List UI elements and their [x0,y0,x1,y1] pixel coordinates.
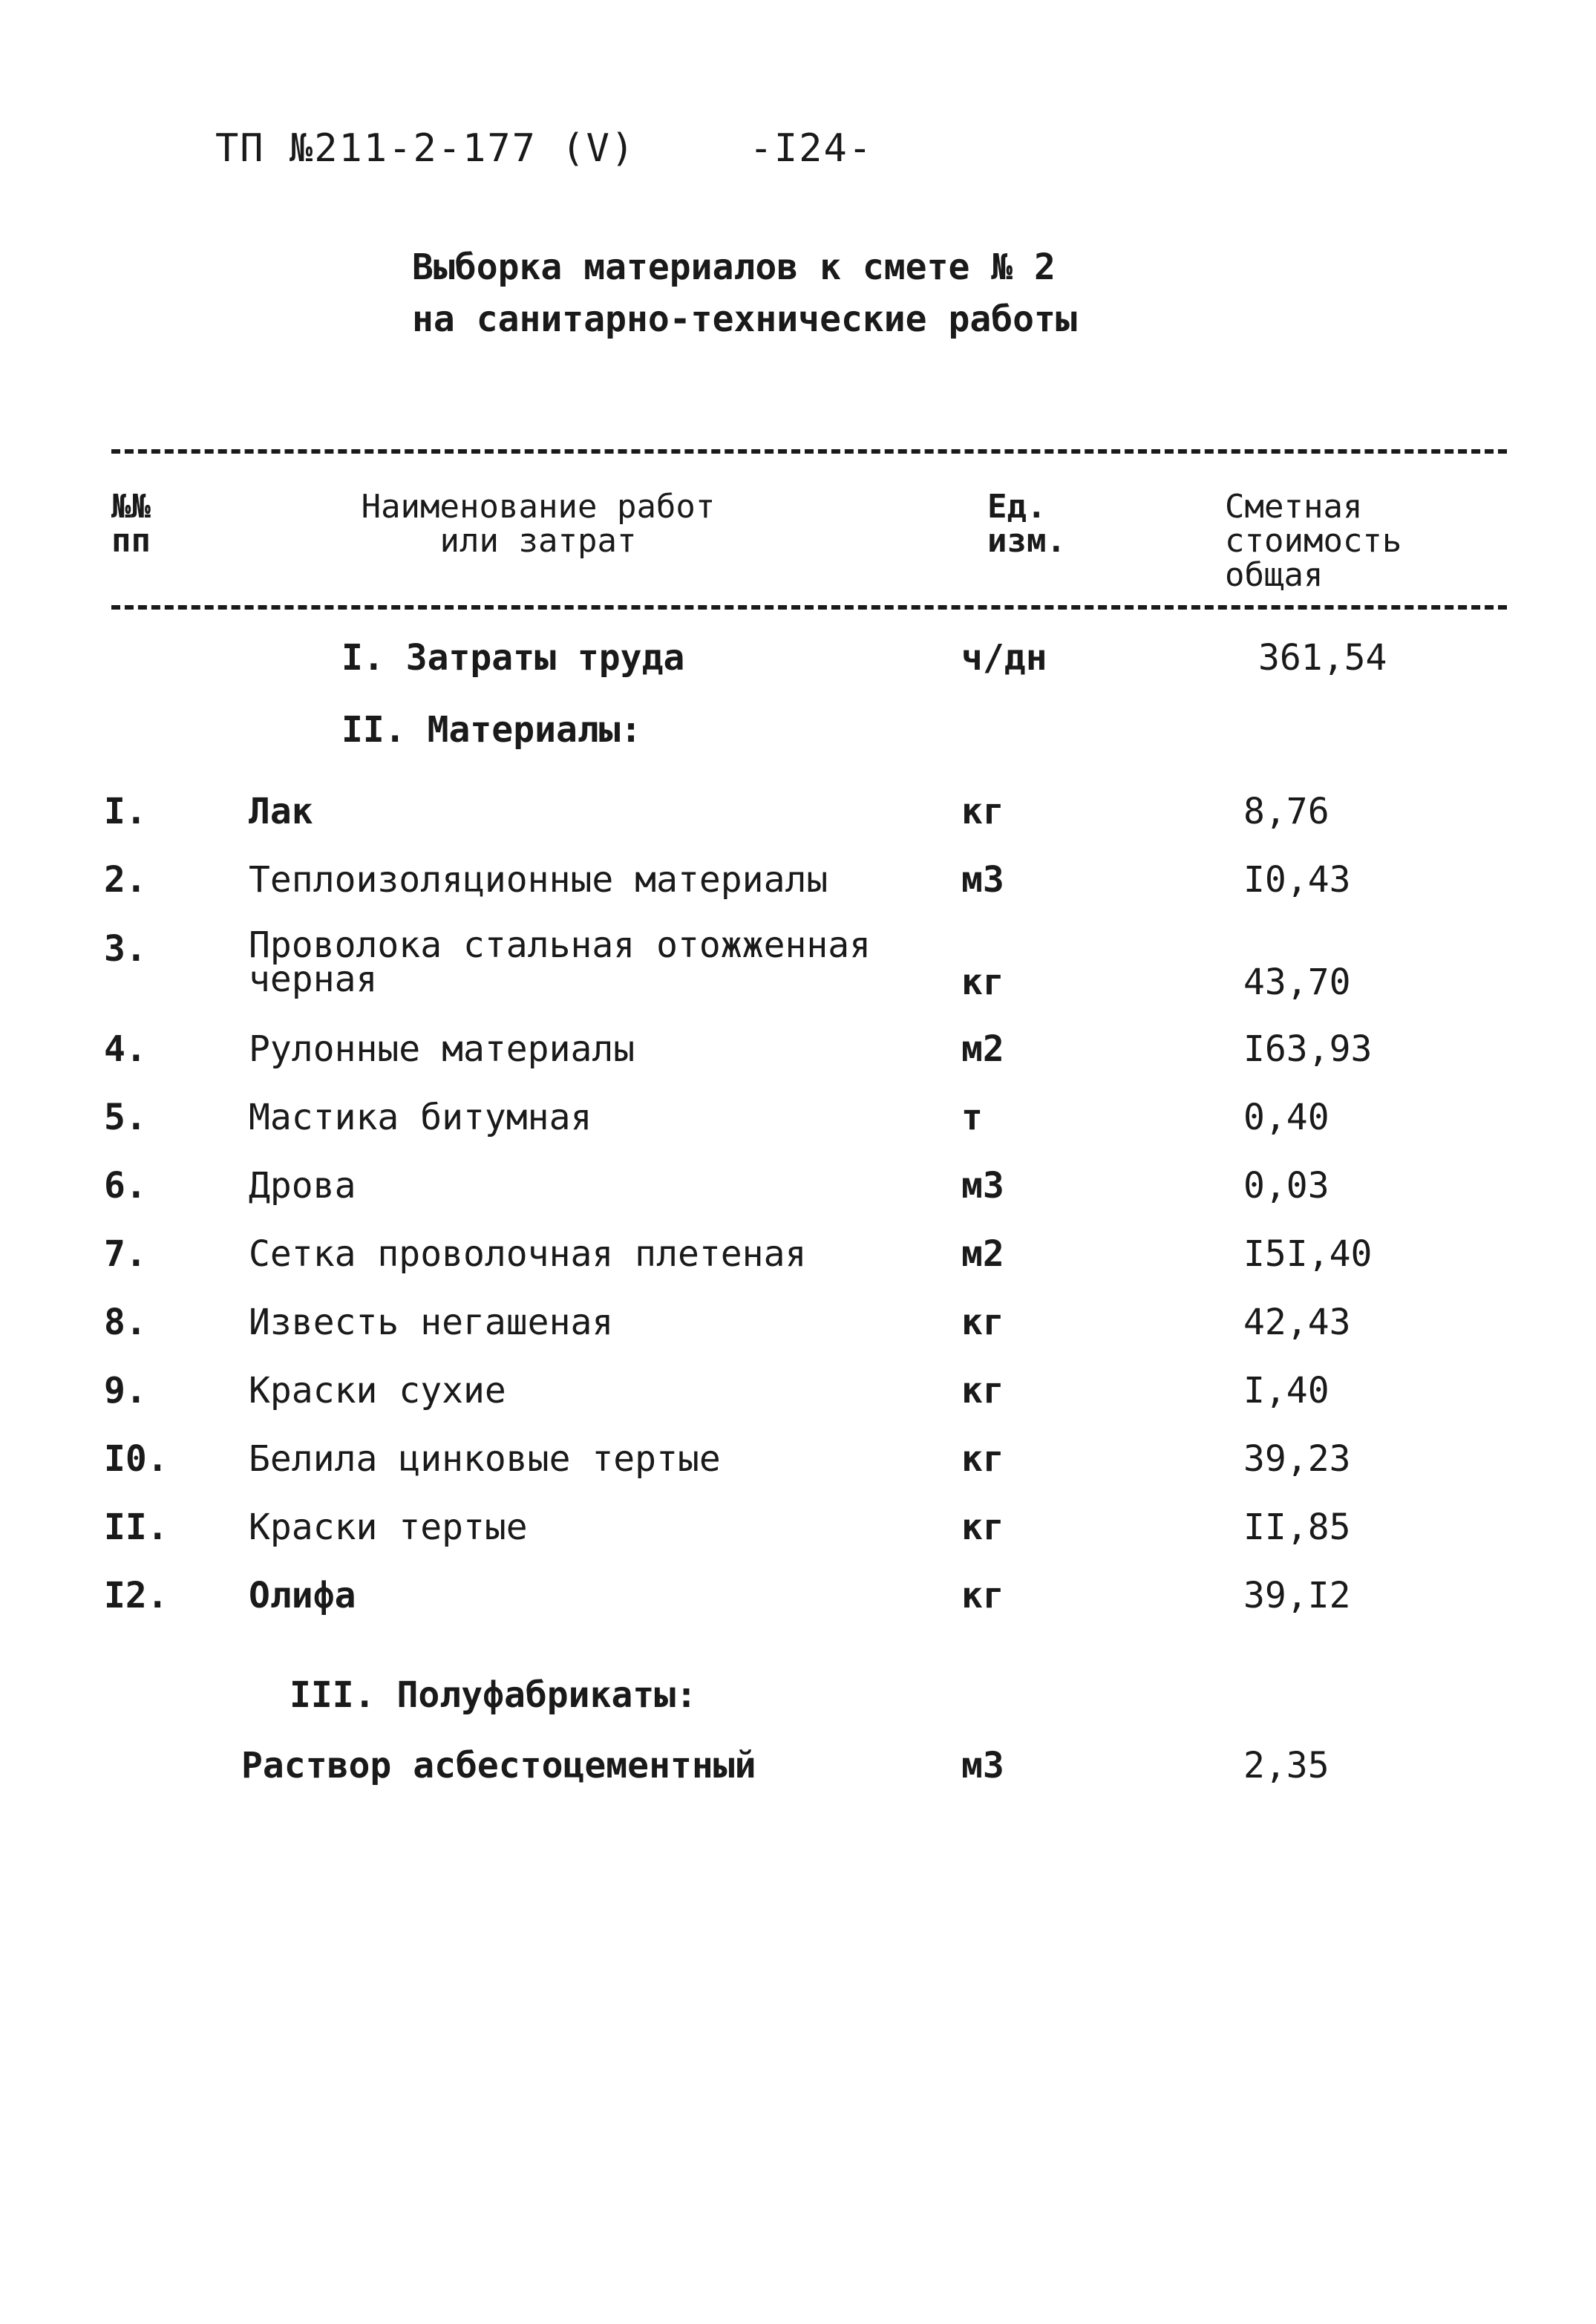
table-row [0,791,1596,835]
row-unit: кг [961,1507,1004,1548]
title-line-1: Выборка материалов к смете № 2 [412,247,1056,288]
section-labor-label: I. Затраты труда [341,637,685,679]
page-number: -I24- [749,126,874,171]
row-unit: кг [961,791,1004,832]
row-name: Известь негашеная [249,1302,614,1343]
section-materials-label: II. Материалы: [341,709,642,751]
section-semi-label: III. Полуфабрикаты: [290,1674,698,1716]
section-labor-value: 361,54 [1258,637,1387,679]
row-name: Олифа [249,1575,356,1616]
section-semi-row [0,1674,1596,1719]
table-header-rule [111,605,1507,610]
row-number: 6. [104,1165,147,1207]
row-number: 5. [104,1097,147,1138]
row-unit: м3 [961,859,1004,901]
row-value: I5I,40 [1243,1233,1373,1275]
row-number: I0. [104,1438,169,1480]
row-number: 8. [104,1302,147,1343]
row-value: I,40 [1243,1370,1330,1411]
table-top-rule [111,449,1507,454]
table-row [0,1370,1596,1414]
table-row [0,924,1596,1003]
table-row [0,1233,1596,1278]
row-unit: м3 [961,1165,1004,1207]
row-value: 0,40 [1243,1097,1330,1138]
row-number: II. [104,1507,169,1548]
table-row [0,1097,1596,1141]
title-line-2: на санитарно-технические работы [412,298,1077,340]
row-unit: м3 [961,1745,1004,1786]
table-row [0,859,1596,904]
row-unit: м2 [961,1028,1004,1070]
row-unit: кг [961,962,1004,1003]
table-row [0,1745,1596,1789]
row-name: Белила цинковые тертые [249,1438,721,1480]
row-name: Краски сухие [249,1370,506,1411]
document-title [412,241,1077,345]
row-name: Рулонные материалы [249,1028,635,1070]
row-name: Теплоизоляционные материалы [249,859,828,901]
row-unit: кг [961,1438,1004,1480]
row-unit: кг [961,1370,1004,1411]
row-unit: т [961,1097,983,1138]
row-value: 43,70 [1243,962,1351,1003]
row-name: Раствор асбестоцементный [241,1745,756,1786]
row-value: 8,76 [1243,791,1330,832]
row-value: 42,43 [1243,1302,1351,1343]
header-col-number: №№ пп [111,488,151,560]
row-name: Проволока стальная отожженная черная [249,924,871,1000]
row-unit: м2 [961,1233,1004,1275]
row-value: 2,35 [1243,1745,1330,1786]
table-row [0,1507,1596,1551]
document-header [215,126,873,171]
header-col-cost: Сметная стоимость общая [1225,488,1402,594]
row-number: I. [104,791,147,832]
table-row [0,1575,1596,1619]
row-number: 9. [104,1370,147,1411]
row-name: Мастика битумная [249,1097,592,1138]
row-number: 7. [104,1233,147,1275]
row-name: Сетка проволочная плетеная [249,1233,807,1275]
header-col-unit: Ед. изм. [987,488,1066,560]
header-col-name: Наименование работ или затрат [361,488,716,560]
row-unit: кг [961,1302,1004,1343]
section-materials-row [0,709,1596,754]
section-labor-unit: ч/дн [961,637,1047,679]
row-value: I63,93 [1243,1028,1373,1070]
row-value: II,85 [1243,1507,1351,1548]
row-name: Лак [249,791,313,832]
row-name: Дрова [249,1165,356,1207]
table-row [0,1438,1596,1483]
row-value: 39,I2 [1243,1575,1351,1616]
row-number: I2. [104,1575,169,1616]
document-code: ТП №211-2-177 (V) [215,126,636,171]
table-row [0,1302,1596,1346]
row-number: 4. [104,1028,147,1070]
row-name: Краски тертые [249,1507,528,1548]
row-number: 3. [104,928,147,970]
row-value: I0,43 [1243,859,1351,901]
row-value: 39,23 [1243,1438,1351,1480]
section-labor-row [0,637,1596,682]
table-row [0,1028,1596,1073]
row-unit: кг [961,1575,1004,1616]
row-number: 2. [104,859,147,901]
row-value: 0,03 [1243,1165,1330,1207]
table-row [0,1165,1596,1210]
